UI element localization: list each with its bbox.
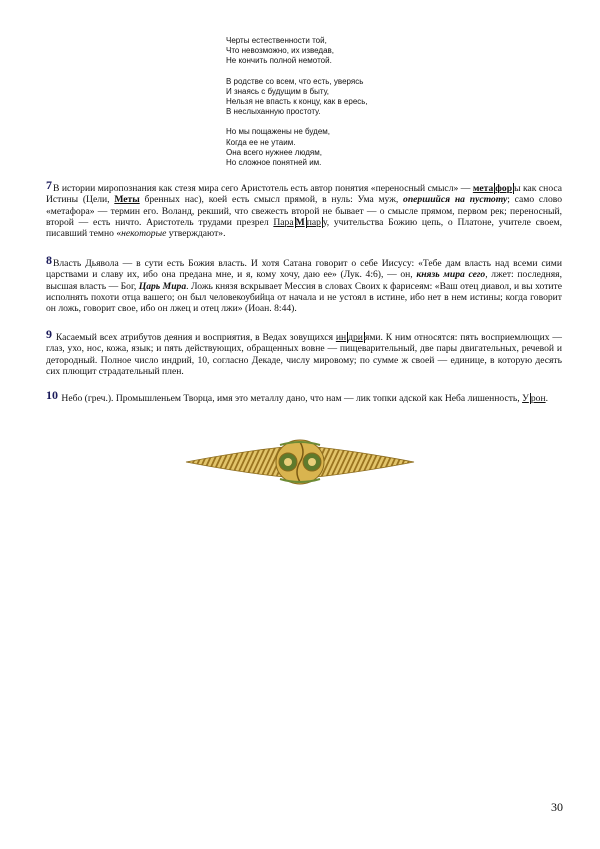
footnote-text: утверждают». [166,228,226,240]
poem-stanza [226,77,368,118]
poem-line: И знаясь с будущим в быту, [226,86,330,96]
morpheme: ин [335,332,347,343]
morpheme: рон [530,393,546,404]
footnote-text: , лжет: последняя, высшая власть — Бог, [46,269,562,292]
poem-line: Не кончить полной немотой. [226,56,332,66]
morpheme: М [295,216,305,228]
emphasis: некоторые [121,228,167,240]
poem-line: Она всего нужнее людям, [226,147,322,157]
morpheme: фор [495,183,513,194]
morpheme: пар [306,216,321,228]
poem-line: В родстве со всем, что есть, уверясь [226,76,364,86]
poem-line: Но мы пощажены не будем, [226,127,330,137]
footnote-8 [46,255,562,314]
footnote-text: . Ложь князя вскрывает Мессия в словах Своих к фарисеям: «Ваш отец диавол, и вы хотите исполнять похоти отца вашего; он был человекоубийца от начала и не устоял в истине, ибо нет в нем истины; когда говорит он ложь, говорит свое, ибо он лжец и отец лжи» (Иоан. 8:44). [46,280,562,315]
footnote-text: Небо (греч.). Промышленьем Творца, имя это металлу дано, что нам — лик топки адской как Неба лишенность, [61,393,523,404]
footnote-text: ы как сноса Истины (Цели, [46,183,562,206]
footnote-text: бренных нас), коей есть смысл прямой, в нуль: Ума муж, [139,194,404,206]
poem-line: Нельзя не впасть к концу, как в ересь, [226,97,368,107]
footnote-text: Касаемый всех атрибутов деяния и восприятия, в Ведах зовущихся [55,332,336,343]
poem-stanza [226,127,368,168]
footnote-9 [46,329,562,377]
morpheme: У [522,393,529,404]
poem-line: Что невозможно, их изведав, [226,46,335,56]
footnote-number: 8 [46,253,52,267]
poem-stanza [226,36,368,67]
footnote-text: ями. К ним относятся: пять восприемлющих — глаз, ухо, нос, кожа, язык; и пять действующих, обращенных вовне — пищеварительный, две пары двигательных, речевой и детородный. Полное число индрий, 10, согласно Декаде, числу мировому; по сумме ж своей — единице, в которую десять сих плющит страдательный плен. [46,332,562,377]
footnote-number: 9 [46,327,52,341]
poem-line: Но сложное понятней им. [226,158,322,168]
footnote-10 [46,390,562,404]
footnote-7 [46,180,562,239]
emphasis: Царь Мира [138,280,187,292]
poem-line: В неслыханную простоту. [226,107,321,117]
poem-line: Когда ее не утаим. [226,137,296,147]
footnote-number: 7 [46,178,52,192]
morpheme: дри [348,332,363,343]
footnote-text: . [545,393,549,404]
emphasis: опершийся на пустоту [403,194,508,206]
footnote-text: В истории миропознания как стезя мира сего Аристотель есть автор понятия «переносный смысл» — [53,183,473,194]
page-number: 30 [551,800,563,814]
poem-line: Черты естественности той, [226,36,327,45]
poem [226,36,368,178]
footnote-text: ; само слово «метафора» — термин его. Воланд, рекший, что свежесть второй не бывает — о смысле прямом, первом рек; переносный, второй — есть ничто. Аристотель трудами презрел [46,194,563,228]
emphasis: Меты [114,194,140,206]
emphasis: князь мира сего [416,269,486,281]
morpheme: мета [472,183,494,194]
decorative-ornament-icon [184,437,416,487]
morpheme: Пара [273,216,294,228]
footnote-number: 10 [46,388,58,402]
footnote-text: Власть Дьявола — в сути есть Божия власть. И хотя Сатана говорит о себе Иисусу: «Тебе дам власть над всеми сими царствами и славу их, ибо она предана мне, и я, кому хочу, даю ее» (Лук. 4:6), — он, [46,258,562,281]
footnote-text: у, учительства Божию цепь, о Платоне, учителе своем, писавший темно « [46,216,562,240]
